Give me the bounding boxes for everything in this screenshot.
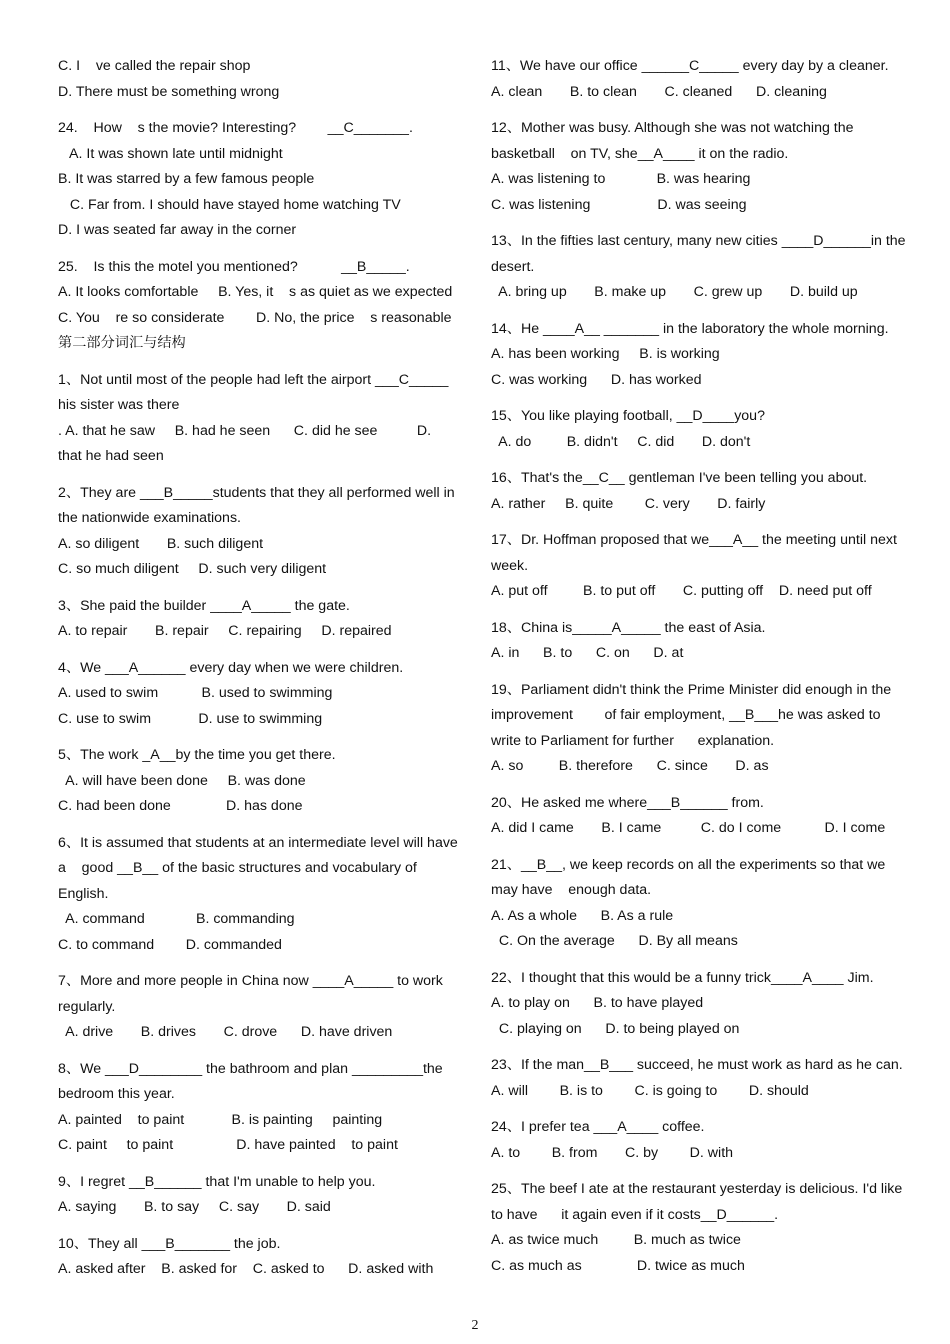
spacer (491, 105, 931, 116)
text-line: A. drive B. drives C. drove D. have driven (58, 1024, 393, 1040)
text-line: 14、He ____A__ _______ in the laboratory the whole morning. (491, 320, 889, 337)
text-line: A. did I came B. I came C. do I come D. I come (491, 820, 886, 836)
text-line: 3、She paid the builder ____A_____ the gate. (58, 597, 350, 614)
text-line: 13、In the fifties last century, many new cities ____D______in the (491, 233, 906, 249)
spacer (491, 1166, 931, 1177)
text-line: A. so diligent B. such diligent (58, 535, 264, 552)
text-line: 24、I prefer tea ___A____ coffee. (491, 1119, 705, 1135)
spacer (491, 780, 931, 791)
spacer (491, 842, 931, 853)
text-line: A. put off B. to put off C. putting off D. need put off (491, 583, 872, 599)
text-line: 7、More and more people in China now ____A_____ to work (58, 973, 443, 989)
text-line: A. painted to paint B. is painting painting (58, 1111, 383, 1128)
text-line: 11、We have our office ______C_____ every day by a cleaner. (491, 58, 889, 74)
text-line: A. will B. is to C. is going to D. should (491, 1082, 809, 1099)
text-line: 10、They all ___B_______ the job. (58, 1235, 281, 1252)
text-line: that he had seen (58, 448, 164, 464)
spacer (58, 357, 466, 368)
text-line: 20、He asked me where___B______ from. (491, 794, 764, 811)
text-line: regularly. (58, 998, 116, 1015)
text-line: 12、Mother was busy. Although she was not watching the (491, 120, 854, 136)
text-line: C. playing on D. to being played on (491, 1020, 740, 1037)
text-line: C. was listening D. was seeing (491, 196, 747, 213)
text-line: 24. How s the movie? Interesting? __C_______. (58, 120, 413, 136)
text-line: 25. Is this the motel you mentioned? __B_____. (58, 258, 410, 275)
text-line: C. I ve called the repair shop (58, 58, 251, 74)
text-line: 23、If the man__B___ succeed, he must work as hard as he can. (491, 1057, 903, 1073)
text-line: A. used to swim B. used to swimming (58, 685, 333, 701)
text-line: 19、Parliament didn't think the Prime Minister did enough in the (491, 681, 892, 698)
text-line: C. had been done D. has done (58, 798, 303, 814)
spacer (491, 1042, 931, 1053)
text-line: 15、You like playing football, __D____you? (491, 408, 765, 424)
text-line: A. rather B. quite C. very D. fairly (491, 495, 766, 512)
text-line: D. There must be something wrong (58, 83, 280, 100)
text-line: 5、The work _A__by the time you get there. (58, 747, 336, 763)
text-line: to have it again even if it costs__D______. (491, 1206, 779, 1223)
text-line: a good __B__ of the basic structures and vocabulary of (58, 860, 417, 876)
spacer (58, 1046, 466, 1057)
text-line: 2、They are ___B_____students that they all performed well in (58, 484, 455, 501)
spacer (58, 732, 466, 743)
text-line: 8、We ___D________ the bathroom and plan _________the (58, 1060, 443, 1077)
text-line: C. On the average D. By all means (491, 933, 738, 949)
text-line: his sister was there (58, 397, 180, 413)
text-line: B. It was starred by a few famous people (58, 171, 315, 187)
spacer (58, 583, 466, 594)
text-line: 21、__B__, we keep records on all the experiments so that we (491, 856, 886, 873)
text-line: A. asked after B. asked for C. asked to D. asked with (58, 1261, 434, 1277)
text-line: A. to repair B. repair C. repairing D. repaired (58, 623, 392, 639)
text-line: A. in B. to C. on D. at (491, 645, 684, 661)
text-line: C. so much diligent D. such very diligent (58, 561, 327, 577)
text-line: basketball on TV, she__A____ it on the radio. (491, 145, 789, 162)
text-line: A. It was shown late until midnight (58, 145, 283, 162)
spacer (58, 244, 466, 255)
text-line: improvement of fair employment, __B___he was asked to (491, 707, 881, 723)
text-line: may have enough data. (491, 882, 652, 898)
spacer (58, 645, 466, 656)
text-line: C. as much as D. twice as much (491, 1257, 745, 1274)
spacer (58, 820, 466, 831)
spacer (491, 306, 931, 317)
text-line: A. so B. therefore C. since D. as (491, 758, 769, 774)
text-line: C. was working D. has worked (491, 371, 702, 388)
text-line: 9、I regret __B______ that I'm unable to help you. (58, 1173, 376, 1190)
text-line: 第二部分词汇与结构 (58, 335, 186, 351)
left-column (58, 54, 466, 1283)
text-line: A. to play on B. to have played (491, 995, 704, 1011)
text-line: A. as twice much B. much as twice (491, 1232, 741, 1248)
spacer (58, 1221, 466, 1232)
spacer (491, 955, 931, 966)
text-line: A. to B. from C. by D. with (491, 1144, 734, 1161)
text-line: A. bring up B. make up C. grew up D. build up (491, 284, 858, 300)
text-line: English. (58, 885, 109, 902)
text-line: week. (491, 557, 529, 574)
text-line: C. paint to paint D. have painted to paint (58, 1137, 398, 1153)
spacer (58, 105, 466, 116)
spacer (491, 393, 931, 404)
text-line: C. Far from. I should have stayed home watching TV (58, 196, 401, 213)
text-line: 1、Not until most of the people had left the airport ___C_____ (58, 371, 449, 388)
text-line: A. was listening to B. was hearing (491, 171, 751, 187)
text-line: A. As a whole B. As a rule (491, 907, 674, 924)
spacer (491, 218, 931, 229)
text-line: 16、That's the__C__ gentleman I've been telling you about. (491, 470, 868, 486)
text-line: C. to command D. commanded (58, 936, 282, 953)
text-line: A. will have been done B. was done (58, 772, 306, 789)
text-line: A. saying B. to say C. say D. said (58, 1199, 331, 1215)
spacer (491, 455, 931, 466)
text-line: D. I was seated far away in the corner (58, 222, 297, 238)
text-line: 4、We ___A______ every day when we were children. (58, 659, 404, 676)
text-line: 6、It is assumed that students at an intermediate level will have (58, 834, 458, 851)
text-line: A. has been working B. is working (491, 346, 720, 362)
text-line: A. clean B. to clean C. cleaned D. cleaning (491, 83, 827, 100)
spacer (58, 470, 466, 481)
spacer (491, 667, 931, 678)
text-line: C. You re so considerate D. No, the price s reasonable (58, 309, 452, 326)
text-line: . A. that he saw B. had he seen C. did he see D. (58, 422, 432, 439)
spacer (58, 1159, 466, 1170)
text-line: C. use to swim D. use to swimming (58, 710, 323, 727)
text-line: bedroom this year. (58, 1086, 175, 1102)
text-line: write to Parliament for further explanation. (491, 732, 775, 749)
page-number: 2 (471, 1318, 479, 1333)
spacer (491, 605, 931, 616)
spacer (491, 1104, 931, 1115)
text-line: the nationwide examinations. (58, 510, 241, 526)
text-line: A. command B. commanding (58, 911, 295, 927)
text-line: 25、The beef I ate at the restaurant yesterday is delicious. I'd like (491, 1181, 903, 1197)
right-column (491, 54, 931, 1279)
text-line: 18、China is_____A_____ the east of Asia. (491, 619, 766, 636)
text-line: A. do B. didn't C. did D. don't (491, 433, 751, 450)
text-line: 22、I thought that this would be a funny trick____A____ Jim. (491, 969, 874, 986)
text-line: A. It looks comfortable B. Yes, it s as quiet as we expected (58, 284, 453, 300)
text-line: 17、Dr. Hoffman proposed that we___A__ the meeting until next (491, 532, 897, 548)
spacer (58, 958, 466, 969)
spacer (491, 517, 931, 528)
text-line: desert. (491, 258, 535, 275)
